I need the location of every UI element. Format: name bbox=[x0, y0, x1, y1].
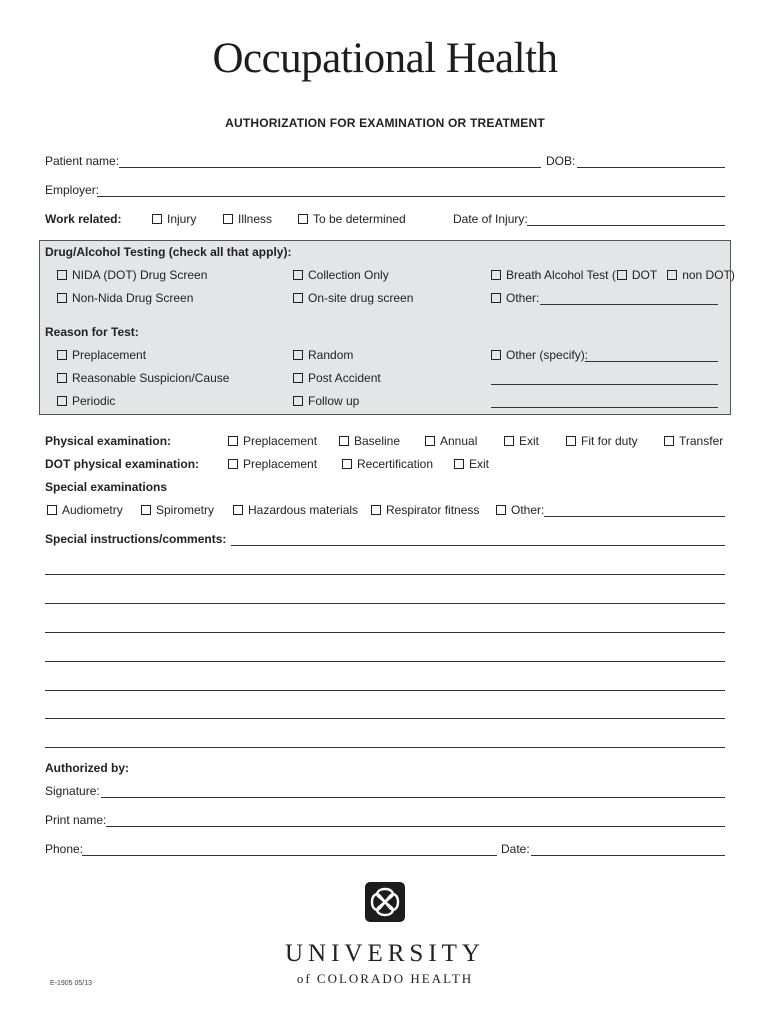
dob-field[interactable] bbox=[577, 167, 725, 168]
physical-preplacement-option[interactable]: Preplacement bbox=[228, 434, 317, 448]
patient-name-label: Patient name: bbox=[45, 154, 120, 168]
nida-option[interactable]: NIDA (DOT) Drug Screen bbox=[57, 268, 207, 282]
reason-suspicion-option[interactable]: Reasonable Suspicion/Cause bbox=[57, 371, 229, 385]
reason-periodic-checkbox[interactable] bbox=[57, 396, 67, 406]
drug-other-field[interactable] bbox=[540, 304, 718, 305]
non-nida-option[interactable]: Non-Nida Drug Screen bbox=[57, 291, 193, 305]
dot-recertification-checkbox[interactable] bbox=[342, 459, 352, 469]
physical-fit-for-duty-option[interactable]: Fit for duty bbox=[566, 434, 638, 448]
university-wordmark: UNIVERSITY bbox=[285, 940, 485, 967]
special-other-field[interactable] bbox=[544, 516, 725, 517]
dot-preplacement-option[interactable]: Preplacement bbox=[228, 457, 317, 471]
respirator-fitness-option[interactable]: Respirator fitness bbox=[371, 503, 479, 517]
signature-field[interactable] bbox=[101, 797, 725, 798]
reason-random-checkbox[interactable] bbox=[293, 350, 303, 360]
reason-random-option[interactable]: Random bbox=[293, 348, 353, 362]
instructions-line-2[interactable] bbox=[45, 574, 725, 575]
dot-exit-checkbox[interactable] bbox=[454, 459, 464, 469]
patient-name-field[interactable] bbox=[119, 167, 541, 168]
respirator-fitness-checkbox[interactable] bbox=[371, 505, 381, 515]
hazardous-materials-option[interactable]: Hazardous materials bbox=[233, 503, 358, 517]
reason-other-option[interactable]: Other (specify): bbox=[491, 348, 588, 362]
drug-other-option[interactable]: Other: bbox=[491, 291, 539, 305]
physical-fit-for-duty-checkbox[interactable] bbox=[566, 436, 576, 446]
signature-label: Signature: bbox=[45, 784, 100, 798]
instructions-line-5[interactable] bbox=[45, 661, 725, 662]
physical-transfer-option[interactable]: Transfer bbox=[664, 434, 723, 448]
employer-field[interactable] bbox=[97, 196, 725, 197]
spirometry-option[interactable]: Spirometry bbox=[141, 503, 214, 517]
form-code: E-1905 05/13 bbox=[50, 980, 93, 987]
instructions-line-7[interactable] bbox=[45, 718, 725, 719]
illness-option[interactable]: Illness bbox=[223, 212, 272, 226]
drug-testing-panel bbox=[39, 240, 731, 415]
special-instructions-label: Special instructions/comments: bbox=[45, 532, 227, 546]
physical-preplacement-checkbox[interactable] bbox=[228, 436, 238, 446]
authorized-by-heading: Authorized by: bbox=[45, 761, 129, 775]
reason-suspicion-checkbox[interactable] bbox=[57, 373, 67, 383]
collection-only-option[interactable]: Collection Only bbox=[293, 268, 389, 282]
instructions-line-1[interactable] bbox=[231, 545, 725, 546]
drug-testing-heading: Drug/Alcohol Testing (check all that apply): bbox=[45, 245, 292, 259]
collection-only-checkbox[interactable] bbox=[293, 270, 303, 280]
date-field[interactable] bbox=[531, 855, 725, 856]
non-nida-checkbox[interactable] bbox=[57, 293, 67, 303]
form-subtitle: AUTHORIZATION FOR EXAMINATION OR TREATMENT bbox=[225, 116, 545, 130]
work-related-label: Work related: bbox=[45, 212, 122, 226]
physical-annual-checkbox[interactable] bbox=[425, 436, 435, 446]
injury-option[interactable]: Injury bbox=[152, 212, 196, 226]
special-exams-label: Special examinations bbox=[45, 480, 168, 494]
nida-checkbox[interactable] bbox=[57, 270, 67, 280]
reason-other-checkbox[interactable] bbox=[491, 350, 501, 360]
print-name-label: Print name: bbox=[45, 813, 107, 827]
reason-other-line-3[interactable] bbox=[491, 407, 718, 408]
physical-annual-option[interactable]: Annual bbox=[425, 434, 477, 448]
dot-physical-label: DOT physical examination: bbox=[45, 457, 200, 471]
audiometry-checkbox[interactable] bbox=[47, 505, 57, 515]
special-other-option[interactable]: Other: bbox=[496, 503, 544, 517]
onsite-screen-checkbox[interactable] bbox=[293, 293, 303, 303]
instructions-line-3[interactable] bbox=[45, 603, 725, 604]
physical-baseline-option[interactable]: Baseline bbox=[339, 434, 400, 448]
physical-transfer-checkbox[interactable] bbox=[664, 436, 674, 446]
spirometry-checkbox[interactable] bbox=[141, 505, 151, 515]
print-name-field[interactable] bbox=[106, 826, 725, 827]
special-other-checkbox[interactable] bbox=[496, 505, 506, 515]
phone-field[interactable] bbox=[82, 855, 497, 856]
colorado-health-wordmark: of COLORADO HEALTH bbox=[296, 971, 474, 986]
illness-checkbox[interactable] bbox=[223, 214, 233, 224]
date-of-injury-field[interactable] bbox=[527, 225, 725, 226]
physical-exam-label: Physical examination: bbox=[45, 434, 172, 448]
dob-label: DOB: bbox=[546, 154, 576, 168]
reason-other-field[interactable] bbox=[585, 361, 718, 362]
dot-recertification-option[interactable]: Recertification bbox=[342, 457, 433, 471]
to-be-determined-option[interactable]: To be determined bbox=[298, 212, 406, 226]
reason-preplacement-checkbox[interactable] bbox=[57, 350, 67, 360]
audiometry-option[interactable]: Audiometry bbox=[47, 503, 123, 517]
reason-post-accident-option[interactable]: Post Accident bbox=[293, 371, 381, 385]
breath-alcohol-checkbox[interactable] bbox=[491, 270, 501, 280]
instructions-line-6[interactable] bbox=[45, 690, 725, 691]
reason-heading: Reason for Test: bbox=[45, 325, 139, 339]
breath-alcohol-option[interactable]: Breath Alcohol Test ( DOT non DOT) bbox=[491, 268, 735, 282]
physical-exit-checkbox[interactable] bbox=[504, 436, 514, 446]
physical-baseline-checkbox[interactable] bbox=[339, 436, 349, 446]
to-be-determined-checkbox[interactable] bbox=[298, 214, 308, 224]
employer-label: Employer: bbox=[45, 183, 100, 197]
instructions-line-8[interactable] bbox=[45, 747, 725, 748]
page-title: Occupational Health bbox=[212, 35, 558, 82]
breath-nondot-checkbox[interactable] bbox=[667, 270, 677, 280]
dot-preplacement-checkbox[interactable] bbox=[228, 459, 238, 469]
hazardous-materials-checkbox[interactable] bbox=[233, 505, 243, 515]
uchealth-logo-icon bbox=[365, 882, 405, 922]
physical-exit-option[interactable]: Exit bbox=[504, 434, 539, 448]
onsite-screen-option[interactable]: On-site drug screen bbox=[293, 291, 413, 305]
reason-follow-up-checkbox[interactable] bbox=[293, 396, 303, 406]
injury-checkbox[interactable] bbox=[152, 214, 162, 224]
breath-dot-checkbox[interactable] bbox=[617, 270, 627, 280]
reason-periodic-option[interactable]: Periodic bbox=[57, 394, 115, 408]
drug-other-checkbox[interactable] bbox=[491, 293, 501, 303]
reason-other-line-2[interactable] bbox=[491, 384, 718, 385]
date-label: Date: bbox=[501, 842, 530, 856]
dot-exit-option[interactable]: Exit bbox=[454, 457, 489, 471]
reason-preplacement-option[interactable]: Preplacement bbox=[57, 348, 146, 362]
reason-follow-up-option[interactable]: Follow up bbox=[293, 394, 359, 408]
phone-label: Phone: bbox=[45, 842, 84, 856]
date-of-injury-label: Date of Injury: bbox=[453, 212, 528, 226]
reason-post-accident-checkbox[interactable] bbox=[293, 373, 303, 383]
instructions-line-4[interactable] bbox=[45, 632, 725, 633]
